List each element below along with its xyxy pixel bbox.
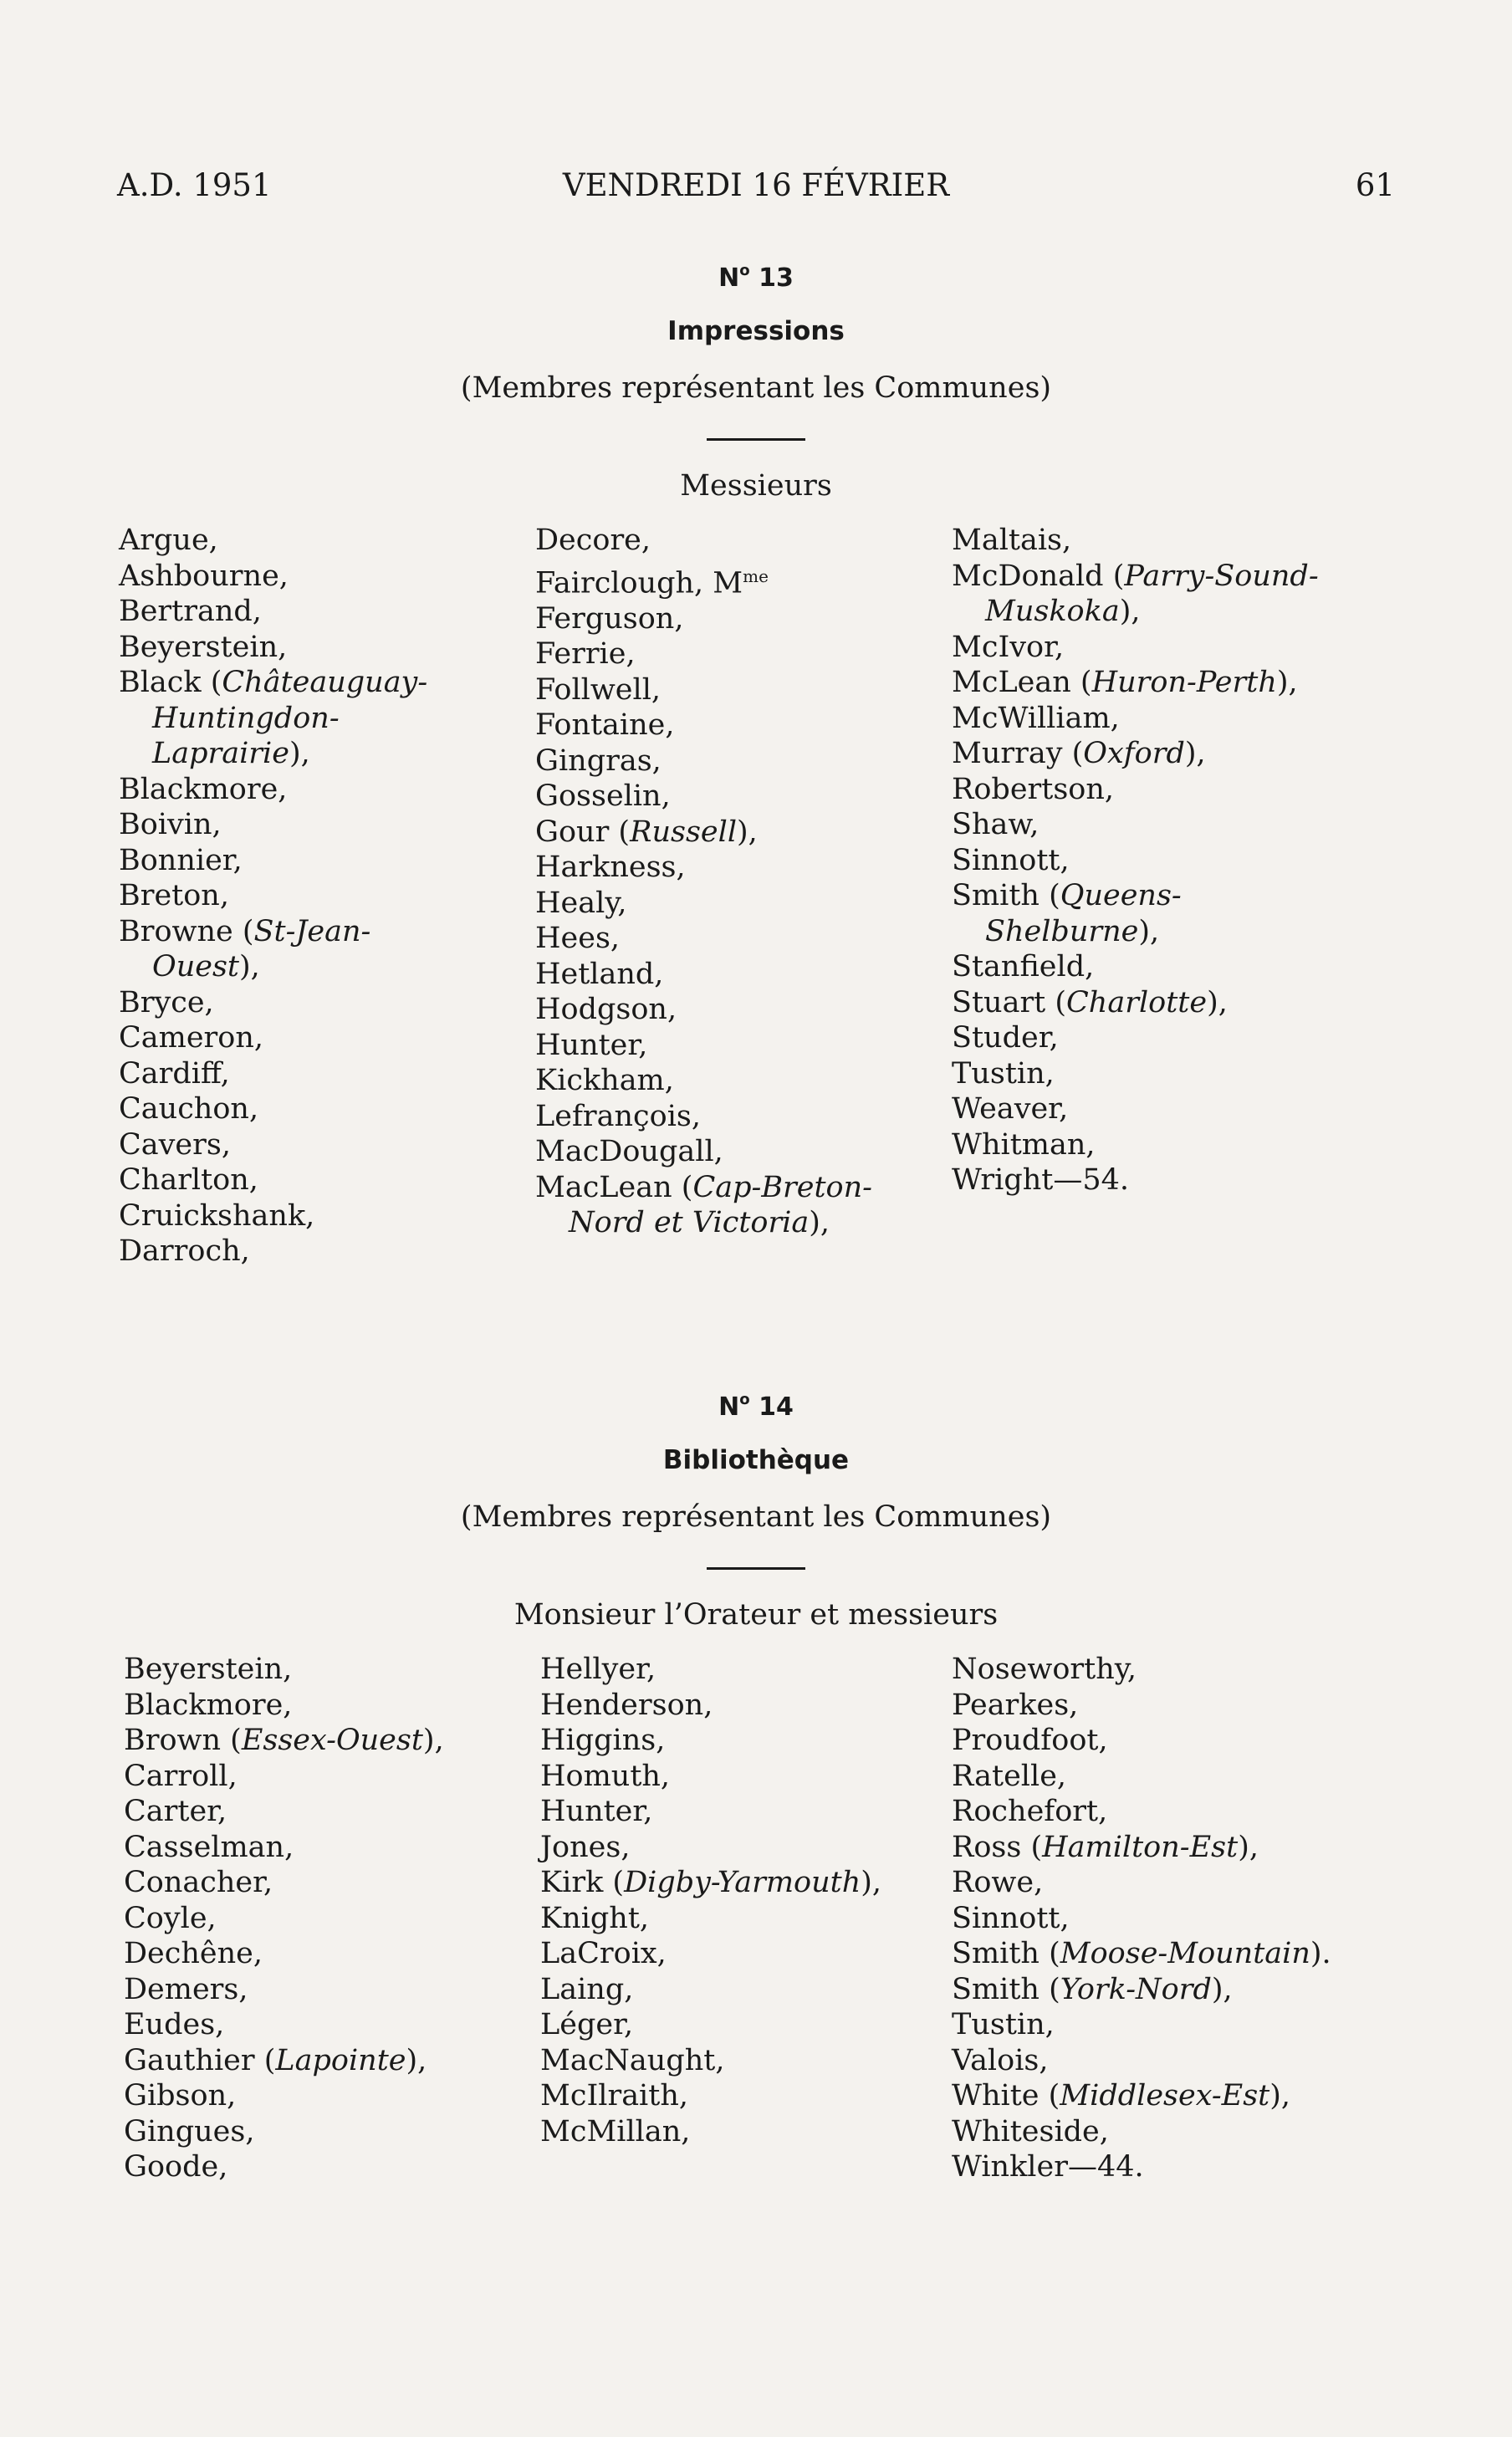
member-entry: Browne (St-Jean- (119, 914, 371, 948)
member-entry: Hodgson, (535, 993, 677, 1027)
member-column-3 (952, 1652, 1331, 2185)
member-entry: McIvor, (952, 630, 1065, 664)
member-entry: LaCroix, (540, 1937, 667, 1970)
member-column-1 (124, 1652, 444, 2185)
member-entry: Nord et Victoria), (569, 1206, 830, 1240)
member-entry: Hellyer, (540, 1653, 656, 1686)
member-entry: Bertrand, (119, 595, 262, 628)
section-14 (117, 1391, 1395, 2184)
member-entry: Cameron, (119, 1021, 264, 1055)
member-entry: MacDougall, (535, 1135, 723, 1169)
member-entry: Stuart (Charlotte), (952, 985, 1228, 1019)
member-entry: Boivin, (119, 808, 222, 841)
section-subtitle: (Membres représentant les Communes) (460, 1500, 1052, 1534)
member-entry: McWilliam, (952, 701, 1120, 735)
member-entry: Cavers, (119, 1127, 231, 1162)
member-entry: Ashbourne, (119, 559, 289, 593)
member-entry: Higgins, (540, 1724, 666, 1757)
member-entry: Blackmore, (119, 772, 288, 806)
section-number: $N^o$ 14 (718, 1391, 794, 1422)
member-entry: Proudfoot, (952, 1724, 1108, 1757)
member-entry: Dechêne, (124, 1937, 263, 1970)
member-entry: Valois, (952, 2043, 1049, 2077)
member-entry: Gingues, (124, 2114, 255, 2148)
member-entry: Gauthier (Lapointe), (124, 2043, 427, 2077)
member-entry: Henderson, (540, 1688, 713, 1722)
member-entry: Robertson, (952, 772, 1115, 806)
member-entry: Blackmore, (124, 1688, 293, 1722)
section-intro: Messieurs (680, 469, 832, 503)
member-entry: Gingras, (535, 743, 662, 778)
member-entry: Rowe, (952, 1866, 1044, 1899)
member-entry: Ratelle, (952, 1759, 1067, 1793)
member-entry: Follwell, (535, 672, 662, 707)
member-entry: Hunter, (535, 1028, 648, 1062)
member-entry: Hees, (535, 922, 621, 956)
member-entry: Ferrie, (535, 637, 636, 672)
member-entry: Harkness, (535, 851, 686, 885)
member-entry: Laing, (540, 1972, 634, 2006)
member-entry: Smith (Queens- (952, 879, 1182, 912)
member-entry: Hetland, (535, 957, 664, 991)
member-entry: Kirk (Digby-Yarmouth), (540, 1866, 882, 1899)
member-entry: Winkler—44. (952, 2150, 1144, 2184)
member-entry: Whiteside, (952, 2114, 1109, 2148)
member-entry: Gosselin, (535, 779, 671, 814)
member-entry: Knight, (540, 1901, 650, 1935)
section-number: $N^o$ 13 (718, 262, 794, 293)
header-year: A.D. 1951 (117, 167, 272, 203)
member-entry: McDonald (Parry-Sound- (952, 559, 1319, 593)
member-entry: Noseworthy, (952, 1653, 1137, 1686)
member-entry: Laprairie), (152, 737, 310, 770)
member-entry: Decore, (535, 524, 651, 557)
member-entry: Breton, (119, 879, 229, 912)
member-entry: Bonnier, (119, 843, 243, 877)
member-entry: Healy, (535, 886, 627, 920)
section-intro: Monsieur l’Orateur et messieurs (513, 1598, 999, 1632)
member-entry: Maltais, (952, 524, 1072, 557)
member-entry: McIlraith, (540, 2079, 688, 2113)
member-entry: Tustin, (952, 2008, 1055, 2041)
member-entry: Ferguson, (535, 601, 684, 636)
member-entry: Coyle, (124, 1901, 217, 1935)
member-entry: Homuth, (540, 1759, 671, 1793)
header-date: VENDREDI 16 FÉVRIER (562, 167, 950, 203)
member-entry: Fairclough, $M^{me}$ (535, 565, 769, 600)
divider (707, 438, 805, 441)
member-entry: Casselman, (124, 1830, 294, 1864)
member-entry: Stanfield, (952, 950, 1095, 983)
member-entry: Ross (Hamilton-Est), (952, 1830, 1259, 1864)
member-entry: Muskoka), (985, 595, 1141, 628)
section-subtitle: (Membres représentant les Communes) (460, 371, 1052, 405)
page-number: 61 (1355, 167, 1395, 203)
member-entry: Smith (Moose-Mountain). (952, 1937, 1331, 1970)
member-entry: Darroch, (119, 1234, 250, 1268)
member-entry: Léger, (540, 2008, 634, 2041)
section-title: Bibliothèque (662, 1445, 850, 1475)
member-entry: Hunter, (540, 1795, 653, 1828)
divider (707, 1567, 805, 1570)
section-title: Impressions (667, 316, 845, 346)
member-entry: Demers, (124, 1972, 248, 2006)
member-entry: Tustin, (952, 1056, 1055, 1091)
member-entry: Ouest), (152, 950, 260, 983)
member-entry: White (Middlesex-Est), (952, 2079, 1291, 2113)
member-column-1 (119, 523, 427, 1270)
member-entry: Cauchon, (119, 1092, 259, 1126)
member-entry: Gour (Russell), (535, 815, 758, 849)
member-entry: Whitman, (952, 1127, 1096, 1162)
member-entry: Carter, (124, 1795, 227, 1828)
member-entry: Fontaine, (535, 708, 675, 743)
member-entry: Bryce, (119, 985, 214, 1019)
member-entry: Wright—54. (952, 1163, 1129, 1197)
member-entry: Shaw, (952, 808, 1040, 841)
member-entry: McMillan, (540, 2114, 691, 2148)
member-entry: McLean (Huron-Perth), (952, 666, 1298, 699)
member-entry: Kickham, (535, 1064, 674, 1098)
member-entry: Cardiff, (119, 1056, 230, 1091)
member-entry: Charlton, (119, 1163, 258, 1197)
member-entry: Black (Châteauguay- (119, 666, 428, 699)
member-entry: Murray (Oxford), (952, 737, 1206, 770)
member-entry: Eudes, (124, 2008, 225, 2041)
member-entry: Studer, (952, 1021, 1059, 1055)
page-header (117, 167, 1395, 209)
member-entry: Jones, (540, 1830, 631, 1864)
member-entry: Sinnott, (952, 1901, 1070, 1935)
member-entry: Argue, (119, 524, 218, 557)
member-entry: Lefrançois, (535, 1099, 702, 1133)
member-entry: Rochefort, (952, 1795, 1108, 1828)
member-column-2 (540, 1652, 881, 2149)
section-13 (117, 262, 1395, 1268)
member-entry: Gibson, (124, 2079, 237, 2113)
member-entry: Pearkes, (952, 1688, 1079, 1722)
member-entry: Sinnott, (952, 843, 1070, 877)
member-entry: Beyerstein, (124, 1653, 293, 1686)
member-entry: MacNaught, (540, 2043, 725, 2077)
member-entry: Weaver, (952, 1092, 1069, 1126)
member-entry: Cruickshank, (119, 1198, 315, 1233)
member-entry: Shelburne), (985, 914, 1160, 948)
member-entry: Goode, (124, 2150, 228, 2184)
member-entry: Smith (York-Nord), (952, 1972, 1233, 2006)
member-entry: Beyerstein, (119, 630, 288, 664)
member-entry: MacLean (Cap-Breton- (535, 1170, 872, 1204)
member-entry: Conacher, (124, 1866, 273, 1899)
member-entry: Brown (Essex-Ouest), (124, 1724, 444, 1757)
member-column-2 (535, 523, 872, 1241)
member-column-3 (952, 523, 1319, 1198)
member-entry: Huntingdon- (152, 701, 340, 735)
member-entry: Carroll, (124, 1759, 238, 1793)
